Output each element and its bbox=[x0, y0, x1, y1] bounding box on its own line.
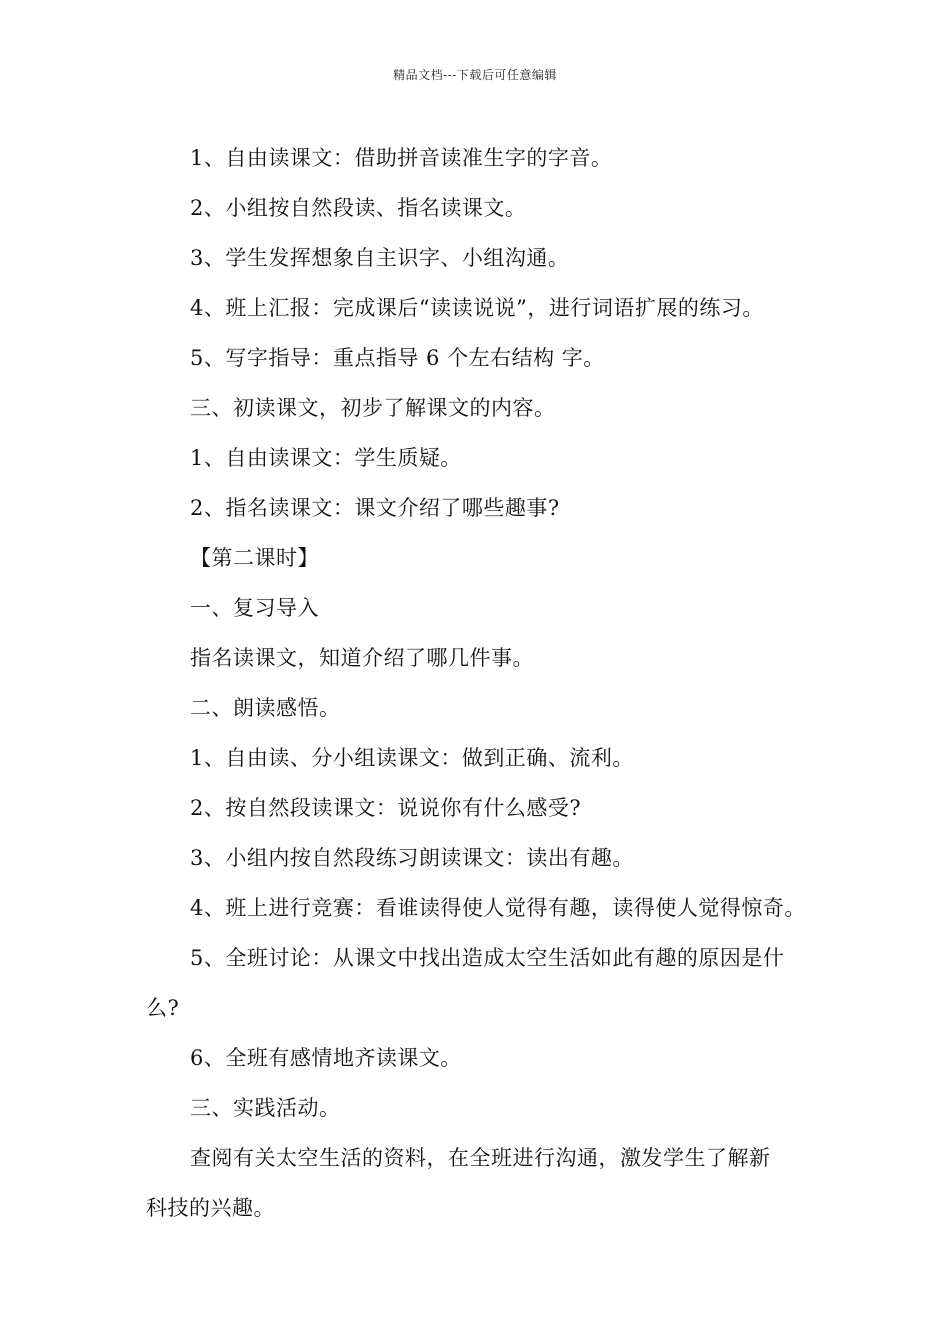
body-line: 4、班上进行竞赛：看谁读得使人觉得有趣，读得使人觉得惊奇。 bbox=[190, 896, 806, 920]
body-line: 3、学生发挥想象自主识字、小组沟通。 bbox=[190, 246, 570, 270]
body-line: 2、按自然段读课文：说说你有什么感受? bbox=[190, 796, 582, 820]
body-line: 2、小组按自然段读、指名读课文。 bbox=[190, 196, 527, 220]
body-line-continuation: 么? bbox=[146, 996, 180, 1020]
body-line: 5、写字指导：重点指导 6 个左右结构 字。 bbox=[190, 346, 605, 370]
body-line: 指名读课文，知道介绍了哪几件事。 bbox=[190, 646, 534, 670]
lesson-heading: 【第二课时】 bbox=[190, 546, 319, 570]
section-heading: 三、实践活动。 bbox=[190, 1096, 341, 1120]
section-heading: 二、朗读感悟。 bbox=[190, 696, 341, 720]
body-line: 1、自由读课文：学生质疑。 bbox=[190, 446, 462, 470]
body-line-continuation: 科技的兴趣。 bbox=[146, 1196, 275, 1220]
body-line: 查阅有关太空生活的资料，在全班进行沟通，激发学生了解新 bbox=[190, 1146, 771, 1170]
body-line: 1、自由读课文：借助拼音读准生字的字音。 bbox=[190, 146, 613, 170]
document-body bbox=[146, 133, 826, 1233]
section-heading: 三、初读课文，初步了解课文的内容。 bbox=[190, 396, 556, 420]
body-line: 2、指名读课文：课文介绍了哪些趣事? bbox=[190, 496, 560, 520]
page-header: 精品文档---下载后可任意编辑 bbox=[393, 68, 557, 82]
body-line: 5、全班讨论：从课文中找出造成太空生活如此有趣的原因是什 bbox=[190, 946, 785, 970]
section-heading: 一、复习导入 bbox=[190, 596, 319, 620]
body-line: 1、自由读、分小组读课文：做到正确、流利。 bbox=[190, 746, 634, 770]
body-line: 4、班上汇报：完成课后“读读说说”，进行词语扩展的练习。 bbox=[190, 296, 764, 320]
body-line: 6、全班有感情地齐读课文。 bbox=[190, 1046, 462, 1070]
body-line: 3、小组内按自然段练习朗读课文：读出有趣。 bbox=[190, 846, 634, 870]
